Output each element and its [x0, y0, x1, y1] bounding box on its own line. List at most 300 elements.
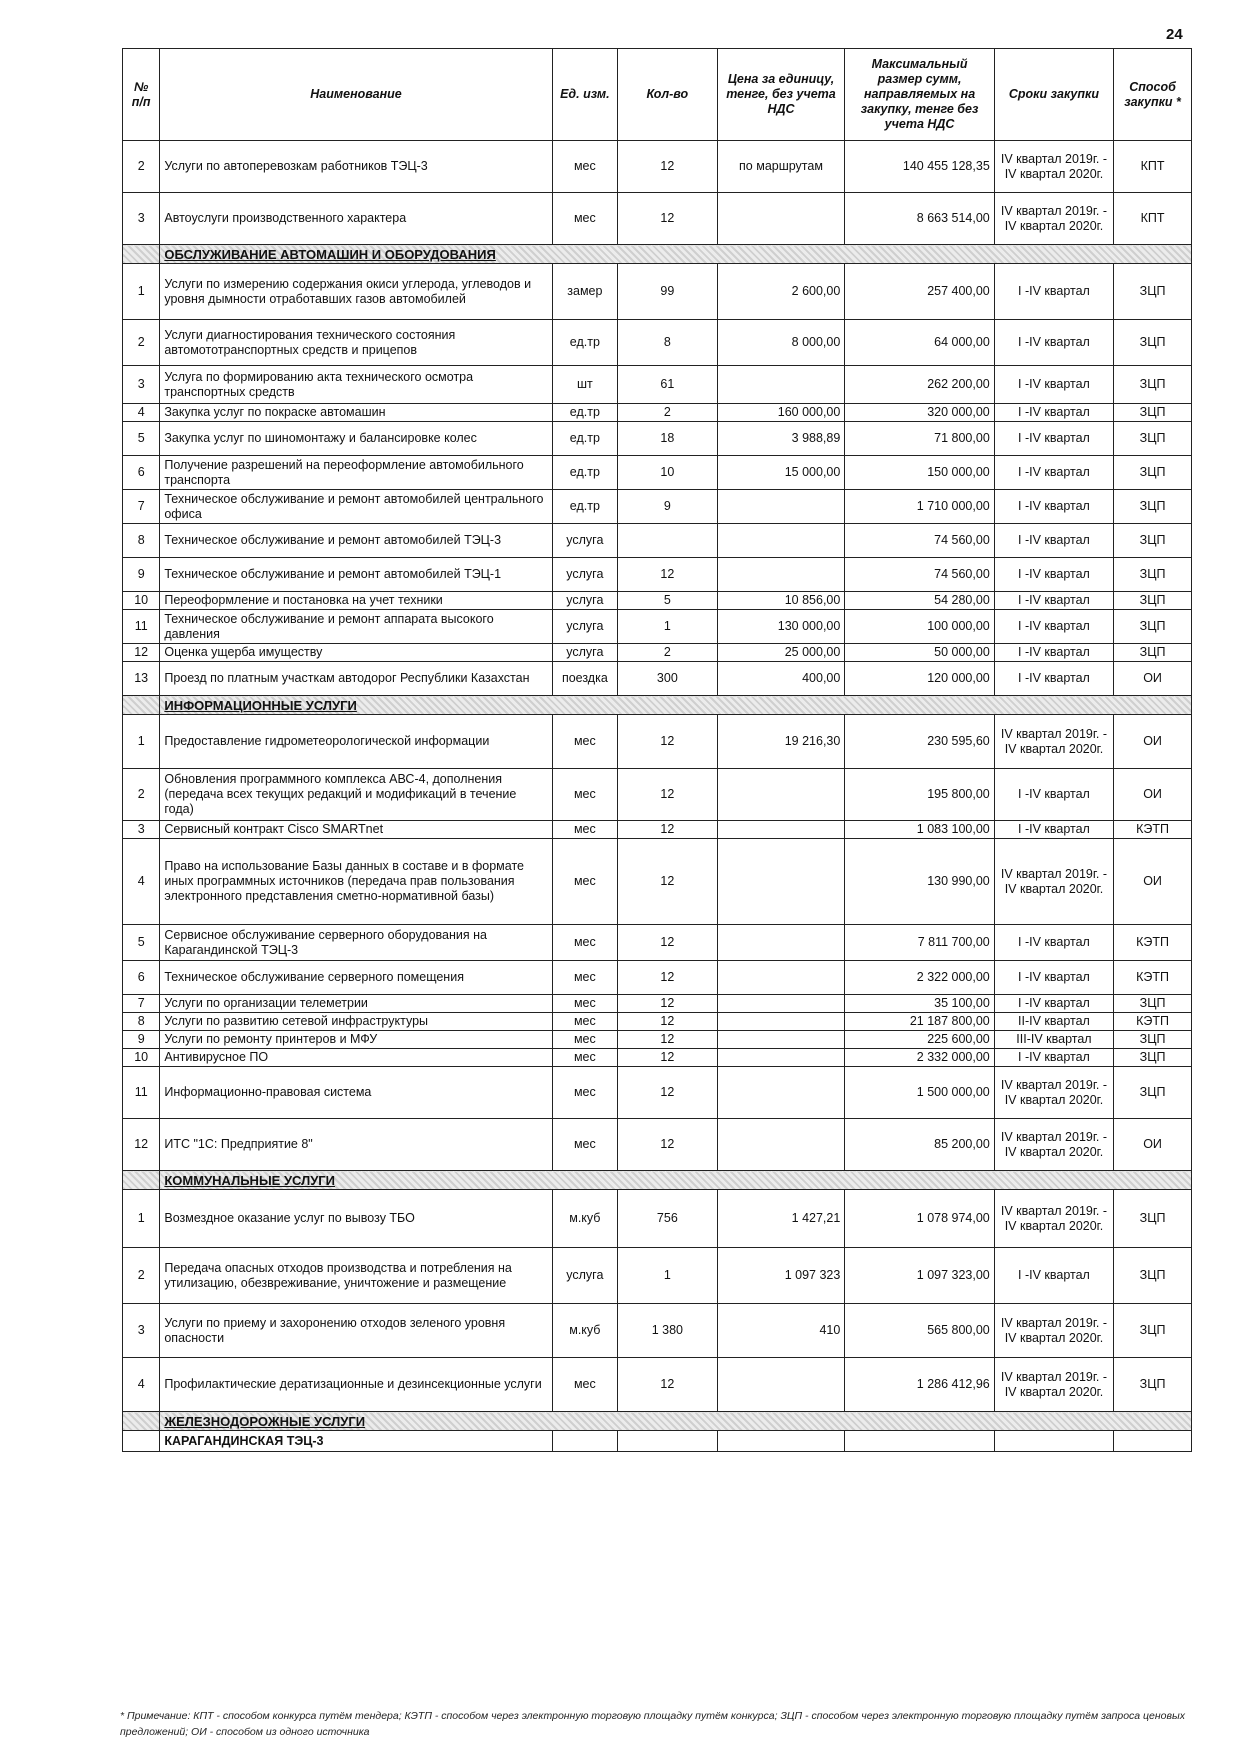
- row-max-sum: 54 280,00: [845, 592, 994, 610]
- row-name: Автоуслуги производственного характера: [160, 193, 552, 245]
- row-unit: мес: [552, 821, 617, 839]
- row-name: Техническое обслуживание и ремонт автомобилей ТЭЦ-3: [160, 524, 552, 558]
- section-title: ЖЕЛЕЗНОДОРОЖНЫЕ УСЛУГИ: [160, 1412, 1192, 1431]
- row-term: I -IV квартал: [994, 524, 1113, 558]
- row-term: IV квартал 2019г. - IV квартал 2020г.: [994, 715, 1113, 769]
- row-method: КЭТП: [1114, 1013, 1192, 1031]
- table-row: [123, 769, 1192, 821]
- row-max-sum: 195 800,00: [845, 769, 994, 821]
- header-unit: Ед. изм.: [552, 49, 617, 141]
- row-quantity: 12: [618, 141, 718, 193]
- row-unit-price: [717, 769, 845, 821]
- row-method: КЭТП: [1114, 961, 1192, 995]
- row-unit-price: 3 988,89: [717, 422, 845, 456]
- row-method: ЗЦП: [1114, 524, 1192, 558]
- row-number: 9: [123, 1031, 160, 1049]
- table-row: [123, 456, 1192, 490]
- row-max-sum: 1 097 323,00: [845, 1248, 994, 1304]
- row-unit-price: 1 427,21: [717, 1190, 845, 1248]
- section-spacer: [123, 1171, 160, 1190]
- row-name: Услуги по измерению содержания окиси углерода, углеводов и уровня дымности отработавших газов автомобилей: [160, 264, 552, 320]
- row-number: 5: [123, 925, 160, 961]
- row-unit-price: 400,00: [717, 662, 845, 696]
- row-max-sum: 74 560,00: [845, 558, 994, 592]
- row-unit: м.куб: [552, 1304, 617, 1358]
- row-method: ЗЦП: [1114, 456, 1192, 490]
- header-row: [123, 49, 1192, 141]
- row-name: Оценка ущерба имуществу: [160, 644, 552, 662]
- section-spacer: [123, 1412, 160, 1431]
- row-method: ОИ: [1114, 1119, 1192, 1171]
- header-term: Сроки закупки: [994, 49, 1113, 141]
- table-row: [123, 925, 1192, 961]
- row-number: 2: [123, 320, 160, 366]
- row-number: 6: [123, 456, 160, 490]
- row-name: Техническое обслуживание и ремонт автомобилей центрального офиса: [160, 490, 552, 524]
- row-number: 13: [123, 662, 160, 696]
- row-term: I -IV квартал: [994, 769, 1113, 821]
- row-number: 4: [123, 839, 160, 925]
- row-unit-price: [717, 925, 845, 961]
- row-unit-price: 130 000,00: [717, 610, 845, 644]
- table-row: [123, 715, 1192, 769]
- row-method: ЗЦП: [1114, 1190, 1192, 1248]
- row-unit-price: [717, 1013, 845, 1031]
- row-unit-price: [717, 193, 845, 245]
- row-method: КЭТП: [1114, 925, 1192, 961]
- row-quantity: 12: [618, 1049, 718, 1067]
- row-number: 12: [123, 644, 160, 662]
- row-method: ЗЦП: [1114, 1049, 1192, 1067]
- row-name: Возмездное оказание услуг по вывозу ТБО: [160, 1190, 552, 1248]
- row-unit: мес: [552, 839, 617, 925]
- row-unit-price: [717, 1119, 845, 1171]
- row-max-sum: 257 400,00: [845, 264, 994, 320]
- row-quantity: 1: [618, 1248, 718, 1304]
- row-max-sum: 1 286 412,96: [845, 1358, 994, 1412]
- row-method: ЗЦП: [1114, 592, 1192, 610]
- table-row: [123, 1248, 1192, 1304]
- row-unit: услуга: [552, 644, 617, 662]
- table-row: [123, 1304, 1192, 1358]
- empty-cell: [845, 1431, 994, 1452]
- row-max-sum: 8 663 514,00: [845, 193, 994, 245]
- footnote: * Примечание: КПТ - способом конкурса путём тендера; КЭТП - способом через электронную торговую площадку путём конкурса; ЗЦП - способом через электронную торговую площадку путём запроса ценовых предложений; ОИ - способом из одного источника: [120, 1710, 1185, 1738]
- row-method: ЗЦП: [1114, 1031, 1192, 1049]
- empty-cell: [618, 1431, 718, 1452]
- row-number: 6: [123, 961, 160, 995]
- table-row: [123, 264, 1192, 320]
- row-method: ЗЦП: [1114, 404, 1192, 422]
- table-row: [123, 320, 1192, 366]
- row-max-sum: 35 100,00: [845, 995, 994, 1013]
- row-method: ЗЦП: [1114, 264, 1192, 320]
- row-term: I -IV квартал: [994, 264, 1113, 320]
- row-quantity: 756: [618, 1190, 718, 1248]
- row-quantity: 2: [618, 404, 718, 422]
- section-header-row: [123, 1412, 1192, 1431]
- subsection-title: КАРАГАНДИНСКАЯ ТЭЦ-3: [160, 1431, 552, 1452]
- row-max-sum: 1 083 100,00: [845, 821, 994, 839]
- row-unit: мес: [552, 715, 617, 769]
- table-row: [123, 1190, 1192, 1248]
- table-row: [123, 662, 1192, 696]
- table-row: [123, 366, 1192, 404]
- row-number: 10: [123, 592, 160, 610]
- section-title: ИНФОРМАЦИОННЫЕ УСЛУГИ: [160, 696, 1192, 715]
- row-name: Закупка услуг по покраске автомашин: [160, 404, 552, 422]
- row-quantity: 12: [618, 1067, 718, 1119]
- row-unit-price: 25 000,00: [717, 644, 845, 662]
- header-unit-price: Цена за единицу, тенге, без учета НДС: [717, 49, 845, 141]
- row-unit: ед.тр: [552, 320, 617, 366]
- row-quantity: 2: [618, 644, 718, 662]
- table-row: [123, 193, 1192, 245]
- row-number: 8: [123, 524, 160, 558]
- table-row: [123, 1358, 1192, 1412]
- header-number: № п/п: [123, 49, 160, 141]
- table-row: [123, 644, 1192, 662]
- row-name: Антивирусное ПО: [160, 1049, 552, 1067]
- row-quantity: 12: [618, 769, 718, 821]
- row-method: КПТ: [1114, 193, 1192, 245]
- row-name: Профилактические дератизационные и дезинсекционные услуги: [160, 1358, 552, 1412]
- row-unit: шт: [552, 366, 617, 404]
- section-header-row: [123, 245, 1192, 264]
- empty-cell: [123, 1431, 160, 1452]
- row-max-sum: 150 000,00: [845, 456, 994, 490]
- row-unit-price: [717, 1049, 845, 1067]
- table-row: [123, 524, 1192, 558]
- row-unit: ед.тр: [552, 422, 617, 456]
- row-max-sum: 130 990,00: [845, 839, 994, 925]
- row-max-sum: 225 600,00: [845, 1031, 994, 1049]
- table-row: [123, 821, 1192, 839]
- section-header-row: [123, 696, 1192, 715]
- row-number: 1: [123, 264, 160, 320]
- row-quantity: 5: [618, 592, 718, 610]
- table-row: [123, 1049, 1192, 1067]
- row-unit: услуга: [552, 1248, 617, 1304]
- row-unit-price: [717, 995, 845, 1013]
- row-unit-price: 160 000,00: [717, 404, 845, 422]
- row-quantity: 8: [618, 320, 718, 366]
- row-unit: мес: [552, 769, 617, 821]
- row-method: ЗЦП: [1114, 558, 1192, 592]
- row-name: Переоформление и постановка на учет техники: [160, 592, 552, 610]
- row-unit: мес: [552, 925, 617, 961]
- row-name: Техническое обслуживание серверного помещения: [160, 961, 552, 995]
- row-max-sum: 262 200,00: [845, 366, 994, 404]
- row-max-sum: 7 811 700,00: [845, 925, 994, 961]
- table-row: [123, 558, 1192, 592]
- row-term: I -IV квартал: [994, 662, 1113, 696]
- row-max-sum: 120 000,00: [845, 662, 994, 696]
- row-name: Услуги по ремонту принтеров и МФУ: [160, 1031, 552, 1049]
- row-max-sum: 74 560,00: [845, 524, 994, 558]
- row-unit: ед.тр: [552, 490, 617, 524]
- row-quantity: 12: [618, 558, 718, 592]
- row-max-sum: 320 000,00: [845, 404, 994, 422]
- row-unit: мес: [552, 1031, 617, 1049]
- row-term: I -IV квартал: [994, 366, 1113, 404]
- row-term: IV квартал 2019г. - IV квартал 2020г.: [994, 1358, 1113, 1412]
- row-name: Услуги по автоперевозкам работников ТЭЦ-3: [160, 141, 552, 193]
- row-name: Сервисное обслуживание серверного оборудования на Карагандинской ТЭЦ-3: [160, 925, 552, 961]
- row-term: I -IV квартал: [994, 925, 1113, 961]
- row-name: Техническое обслуживание и ремонт автомобилей ТЭЦ-1: [160, 558, 552, 592]
- empty-cell: [552, 1431, 617, 1452]
- row-unit: ед.тр: [552, 404, 617, 422]
- row-name: Передача опасных отходов производства и потребления на утилизацию, обезвреживание, уничтожение и размещение: [160, 1248, 552, 1304]
- row-unit: услуга: [552, 592, 617, 610]
- row-number: 4: [123, 1358, 160, 1412]
- row-unit-price: 2 600,00: [717, 264, 845, 320]
- table-row: [123, 995, 1192, 1013]
- section-title: КОММУНАЛЬНЫЕ УСЛУГИ: [160, 1171, 1192, 1190]
- section-title: ОБСЛУЖИВАНИЕ АВТОМАШИН И ОБОРУДОВАНИЯ: [160, 245, 1192, 264]
- row-max-sum: 1 078 974,00: [845, 1190, 994, 1248]
- row-number: 3: [123, 821, 160, 839]
- row-method: ОИ: [1114, 839, 1192, 925]
- row-term: I -IV квартал: [994, 1248, 1113, 1304]
- table-body: [123, 141, 1192, 1452]
- row-method: ЗЦП: [1114, 644, 1192, 662]
- row-quantity: 99: [618, 264, 718, 320]
- row-unit: услуга: [552, 558, 617, 592]
- row-max-sum: 1 500 000,00: [845, 1067, 994, 1119]
- row-unit-price: 410: [717, 1304, 845, 1358]
- table-row: [123, 1031, 1192, 1049]
- row-name: Сервисный контракт Cisco SMARTnet: [160, 821, 552, 839]
- row-number: 3: [123, 1304, 160, 1358]
- row-quantity: [618, 524, 718, 558]
- row-unit-price: 10 856,00: [717, 592, 845, 610]
- row-method: ЗЦП: [1114, 1358, 1192, 1412]
- row-max-sum: 230 595,60: [845, 715, 994, 769]
- row-number: 3: [123, 366, 160, 404]
- row-quantity: 12: [618, 1119, 718, 1171]
- section-header-row: [123, 1171, 1192, 1190]
- row-number: 4: [123, 404, 160, 422]
- table-row: [123, 1013, 1192, 1031]
- row-unit: услуга: [552, 610, 617, 644]
- row-unit-price: [717, 490, 845, 524]
- table-row: [123, 961, 1192, 995]
- row-method: ОИ: [1114, 715, 1192, 769]
- row-max-sum: 2 322 000,00: [845, 961, 994, 995]
- row-quantity: 12: [618, 1358, 718, 1412]
- row-number: 3: [123, 193, 160, 245]
- row-name: Предоставление гидрометеорологической информации: [160, 715, 552, 769]
- row-unit: мес: [552, 1049, 617, 1067]
- subsection-row: [123, 1431, 1192, 1452]
- row-max-sum: 85 200,00: [845, 1119, 994, 1171]
- row-quantity: 12: [618, 961, 718, 995]
- row-number: 7: [123, 995, 160, 1013]
- row-quantity: 9: [618, 490, 718, 524]
- row-term: IV квартал 2019г. - IV квартал 2020г.: [994, 1190, 1113, 1248]
- row-number: 9: [123, 558, 160, 592]
- row-method: КЭТП: [1114, 821, 1192, 839]
- header-max-sum: Максимальный размер сумм, направляемых на закупку, тенге без учета НДС: [845, 49, 994, 141]
- row-unit-price: [717, 839, 845, 925]
- row-name: Услуга по формированию акта технического осмотра транспортных средств: [160, 366, 552, 404]
- table-row: [123, 1119, 1192, 1171]
- row-quantity: 12: [618, 839, 718, 925]
- row-unit: услуга: [552, 524, 617, 558]
- row-max-sum: 71 800,00: [845, 422, 994, 456]
- row-quantity: 10: [618, 456, 718, 490]
- row-name: Закупка услуг по шиномонтажу и балансировке колес: [160, 422, 552, 456]
- row-number: 11: [123, 1067, 160, 1119]
- row-unit-price: [717, 821, 845, 839]
- row-number: 2: [123, 769, 160, 821]
- row-number: 11: [123, 610, 160, 644]
- row-quantity: 12: [618, 995, 718, 1013]
- table-row: [123, 610, 1192, 644]
- row-method: ЗЦП: [1114, 490, 1192, 524]
- row-term: I -IV квартал: [994, 422, 1113, 456]
- row-term: III-IV квартал: [994, 1031, 1113, 1049]
- row-unit-price: 1 097 323: [717, 1248, 845, 1304]
- row-term: IV квартал 2019г. - IV квартал 2020г.: [994, 141, 1113, 193]
- empty-cell: [717, 1431, 845, 1452]
- row-term: IV квартал 2019г. - IV квартал 2020г.: [994, 1119, 1113, 1171]
- row-term: IV квартал 2019г. - IV квартал 2020г.: [994, 1304, 1113, 1358]
- row-name: Услуги по приему и захоронению отходов зеленого уровня опасности: [160, 1304, 552, 1358]
- row-term: I -IV квартал: [994, 1049, 1113, 1067]
- row-method: ЗЦП: [1114, 1304, 1192, 1358]
- empty-cell: [994, 1431, 1113, 1452]
- row-term: I -IV квартал: [994, 961, 1113, 995]
- table-row: [123, 1067, 1192, 1119]
- row-number: 2: [123, 1248, 160, 1304]
- row-unit: поездка: [552, 662, 617, 696]
- row-term: I -IV квартал: [994, 821, 1113, 839]
- table-row: [123, 592, 1192, 610]
- row-max-sum: 100 000,00: [845, 610, 994, 644]
- row-unit-price: [717, 558, 845, 592]
- row-max-sum: 140 455 128,35: [845, 141, 994, 193]
- row-term: I -IV квартал: [994, 404, 1113, 422]
- row-unit: мес: [552, 1013, 617, 1031]
- row-quantity: 12: [618, 1013, 718, 1031]
- row-term: I -IV квартал: [994, 592, 1113, 610]
- row-method: ЗЦП: [1114, 366, 1192, 404]
- section-spacer: [123, 245, 160, 264]
- row-max-sum: 1 710 000,00: [845, 490, 994, 524]
- row-unit: мес: [552, 1119, 617, 1171]
- row-method: ЗЦП: [1114, 422, 1192, 456]
- table-row: [123, 422, 1192, 456]
- empty-cell: [1114, 1431, 1192, 1452]
- row-method: ЗЦП: [1114, 610, 1192, 644]
- row-term: IV квартал 2019г. - IV квартал 2020г.: [994, 1067, 1113, 1119]
- row-unit-price: 19 216,30: [717, 715, 845, 769]
- row-max-sum: 64 000,00: [845, 320, 994, 366]
- row-unit-price: [717, 961, 845, 995]
- row-number: 1: [123, 1190, 160, 1248]
- table-row: [123, 141, 1192, 193]
- row-quantity: 12: [618, 821, 718, 839]
- row-unit: мес: [552, 1067, 617, 1119]
- row-method: ЗЦП: [1114, 995, 1192, 1013]
- row-unit: ед.тр: [552, 456, 617, 490]
- row-unit-price: [717, 366, 845, 404]
- table-row: [123, 404, 1192, 422]
- header-quantity: Кол-во: [618, 49, 718, 141]
- row-number: 1: [123, 715, 160, 769]
- row-quantity: 12: [618, 193, 718, 245]
- header-method: Способ закупки *: [1114, 49, 1192, 141]
- row-term: I -IV квартал: [994, 610, 1113, 644]
- row-name: Право на использование Базы данных в составе и в формате иных программных источников (передача прав пользования электронного представления сметно-нормативной базы): [160, 839, 552, 925]
- row-term: IV квартал 2019г. - IV квартал 2020г.: [994, 839, 1113, 925]
- row-unit: мес: [552, 1358, 617, 1412]
- row-name: Услуги по организации телеметрии: [160, 995, 552, 1013]
- row-name: Услуги по развитию сетевой инфраструктуры: [160, 1013, 552, 1031]
- row-method: ОИ: [1114, 662, 1192, 696]
- row-max-sum: 565 800,00: [845, 1304, 994, 1358]
- row-quantity: 1 380: [618, 1304, 718, 1358]
- header-name: Наименование: [160, 49, 552, 141]
- row-term: I -IV квартал: [994, 320, 1113, 366]
- row-name: Услуги диагностирования технического состояния автомототранспортных средств и прицепов: [160, 320, 552, 366]
- row-unit: замер: [552, 264, 617, 320]
- row-max-sum: 21 187 800,00: [845, 1013, 994, 1031]
- row-name: Проезд по платным участкам автодорог Республики Казахстан: [160, 662, 552, 696]
- page-number: 24: [1166, 26, 1183, 43]
- row-term: I -IV квартал: [994, 995, 1113, 1013]
- row-quantity: 12: [618, 925, 718, 961]
- row-term: II-IV квартал: [994, 1013, 1113, 1031]
- row-name: Информационно-правовая система: [160, 1067, 552, 1119]
- row-name: ИТС "1С: Предприятие 8": [160, 1119, 552, 1171]
- row-term: I -IV квартал: [994, 558, 1113, 592]
- row-method: ОИ: [1114, 769, 1192, 821]
- row-term: IV квартал 2019г. - IV квартал 2020г.: [994, 193, 1113, 245]
- row-max-sum: 50 000,00: [845, 644, 994, 662]
- row-method: КПТ: [1114, 141, 1192, 193]
- row-unit-price: [717, 1067, 845, 1119]
- row-unit-price: 15 000,00: [717, 456, 845, 490]
- row-unit-price: [717, 1031, 845, 1049]
- row-quantity: 12: [618, 715, 718, 769]
- row-quantity: 300: [618, 662, 718, 696]
- row-name: Обновления программного комплекса АВС-4, дополнения (передача всех текущих редакций и модификаций в течение года): [160, 769, 552, 821]
- row-method: ЗЦП: [1114, 1248, 1192, 1304]
- row-unit: мес: [552, 961, 617, 995]
- row-unit: мес: [552, 141, 617, 193]
- row-number: 5: [123, 422, 160, 456]
- row-quantity: 12: [618, 1031, 718, 1049]
- row-number: 2: [123, 141, 160, 193]
- row-name: Техническое обслуживание и ремонт аппарата высокого давления: [160, 610, 552, 644]
- procurement-table: [122, 48, 1192, 1452]
- row-quantity: 18: [618, 422, 718, 456]
- row-number: 12: [123, 1119, 160, 1171]
- row-unit-price: [717, 524, 845, 558]
- section-spacer: [123, 696, 160, 715]
- row-number: 7: [123, 490, 160, 524]
- table-row: [123, 490, 1192, 524]
- row-unit-price: по маршрутам: [717, 141, 845, 193]
- row-quantity: 1: [618, 610, 718, 644]
- row-unit: м.куб: [552, 1190, 617, 1248]
- table-row: [123, 839, 1192, 925]
- row-term: I -IV квартал: [994, 490, 1113, 524]
